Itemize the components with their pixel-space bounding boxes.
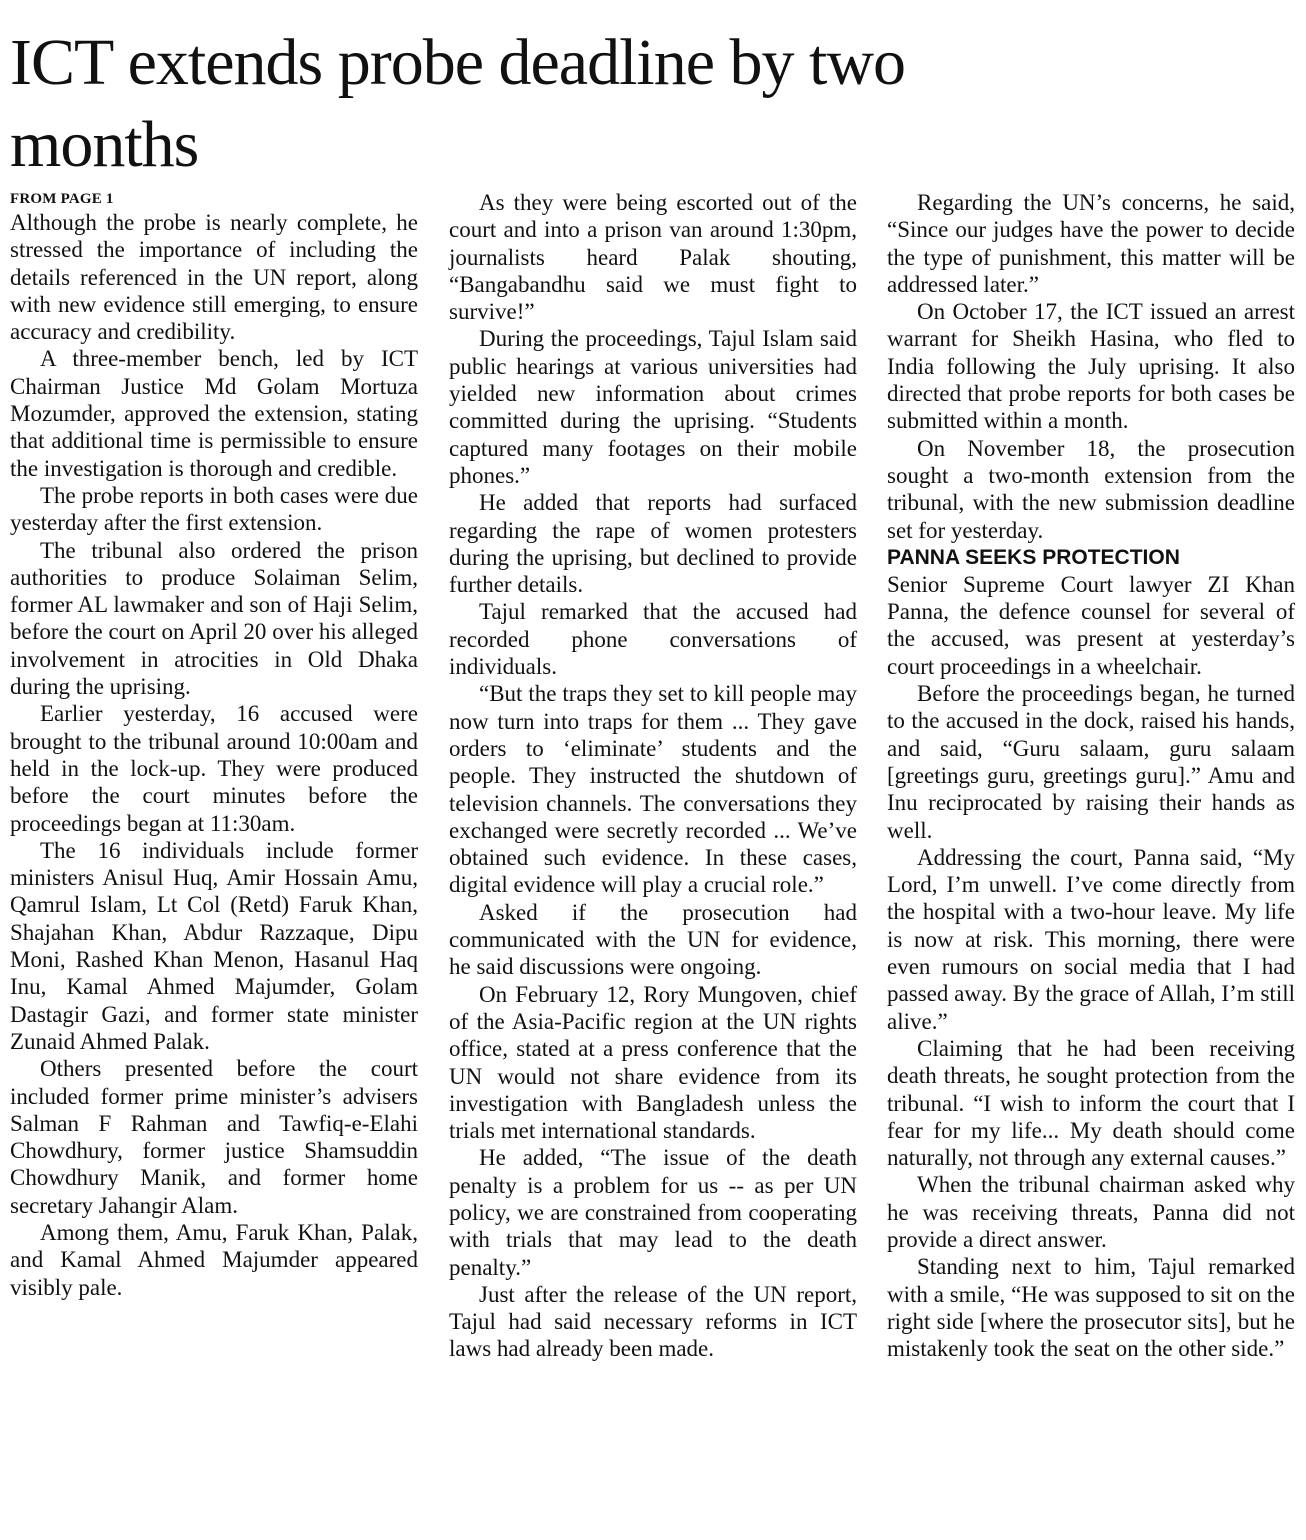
paragraph: The tribunal also ordered the prison authorities to produce Solaiman Selim, former AL lawmaker and son of Haji Selim, before the court on April 20 over his alleged involvement in atrocities in Old Dhaka during the uprising. <box>10 537 418 700</box>
paragraph: The probe reports in both cases were due yesterday after the first extension. <box>10 482 418 536</box>
subhead: PANNA SEEKS PROTECTION <box>887 545 1180 569</box>
paragraph: Standing next to him, Tajul remarked with a smile, “He was supposed to sit on the right side [where the prosecutor sits], but he mistakenly took the seat on the other side.” <box>887 1254 1295 1362</box>
paragraph: Others presented before the court included former prime minister’s advisers Salman F Rahman and Tawfiq-e-Elahi Chowdhury, former justice Shamsuddin Chowdhury Manik, and former home secretary Jahangir Alam. <box>10 1056 418 1218</box>
paragraph: “But the traps they set to kill people may now turn into traps for them ... They gave orders to ‘eliminate’ students and the people. They instructed the shutdown of television channels. The conversations they exchanged were secretly recorded ... We’ve obtained such evidence. In these cases, digital evidence will play a crucial role.” <box>449 681 857 898</box>
paragraph: The 16 individuals include former ministers Anisul Huq, Amir Hossain Amu, Qamrul Islam, Lt Col (Retd) Faruk Khan, Shajahan Khan, Abdur Razzaque, Dipu Moni, Rashed Khan Menon, Hasanul Haq Inu, Kamal Ahmed Majumder, Golam Dastagir Gazi, and former state minister Zunaid Ahmed Palak. <box>10 837 418 1054</box>
paragraph: On October 17, the ICT issued an arrest warrant for Sheikh Hasina, who fled to India following the July uprising. It also directed that probe reports for both cases be submitted within a month. <box>887 299 1295 434</box>
kicker: FROM PAGE 1 <box>10 191 114 207</box>
paragraph: Asked if the prosecution had communicated with the UN for evidence, he said discussions were ongoing. <box>449 899 857 980</box>
paragraph: During the proceedings, Tajul Islam said public hearings at various universities had yielded new information about crimes committed during the uprising. “Students captured many footages on their mobile phones.” <box>449 326 857 488</box>
article-column-2 <box>449 189 857 1363</box>
paragraph: Senior Supreme Court lawyer ZI Khan Panna, the defence counsel for several of the accused, was present at yesterday’s court proceedings in a wheelchair. <box>887 571 1295 679</box>
paragraph: Just after the release of the UN report, Tajul had said necessary reforms in ICT laws had already been made. <box>449 1281 857 1362</box>
paragraph: On November 18, the prosecution sought a two-month extension from the tribunal, with the new submission deadline set for yesterday. <box>887 435 1295 543</box>
paragraph: Although the probe is nearly complete, he stressed the importance of including the details referenced in the UN report, along with new evidence still emerging, to ensure accuracy and credibility. <box>10 210 418 345</box>
paragraph: Claiming that he had been receiving death threats, he sought protection from the tribunal. “I wish to inform the court that I fear for my life... My death should come naturally, not through any external causes.” <box>887 1035 1295 1171</box>
paragraph: As they were being escorted out of the court and into a prison van around 1:30pm, journalists heard Palak shouting, “Bangabandhu said we must fight to survive!” <box>449 190 857 325</box>
paragraph: Tajul remarked that the accused had recorded phone conversations of individuals. <box>449 599 857 680</box>
article-column-1 <box>10 189 418 1301</box>
paragraph: Among them, Amu, Faruk Khan, Palak, and Kamal Ahmed Majumder appeared visibly pale. <box>10 1219 418 1300</box>
paragraph: He added, “The issue of the death penalty is a problem for us -- as per UN policy, we are constrained from cooperating with trials that may lead to the death penalty.” <box>449 1145 857 1280</box>
paragraph: Before the proceedings began, he turned to the accused in the dock, raised his hands, and said, “Guru salaam, guru salaam [greetings guru, greetings guru].” Amu and Inu reciprocated by raising their hands as well. <box>887 681 1295 843</box>
paragraph: When the tribunal chairman asked why he was receiving threats, Panna did not provide a direct answer. <box>887 1172 1295 1252</box>
paragraph: A three-member bench, led by ICT Chairman Justice Md Golam Mortuza Mozumder, approved the extension, stating that additional time is permissible to ensure the investigation is thorough and credible. <box>10 346 418 481</box>
paragraph: Regarding the UN’s concerns, he said, “Since our judges have the power to decide the type of punishment, this matter will be addressed later.” <box>887 190 1295 297</box>
paragraph: On February 12, Rory Mungoven, chief of the Asia-Pacific region at the UN rights office, stated at a press conference that the UN would not share evidence from its investigation with Bangladesh unless the trials met international standards. <box>449 981 857 1144</box>
article-column-3 <box>887 189 1295 1362</box>
paragraph: Earlier yesterday, 16 accused were brought to the tribunal around 10:00am and held in the lock-up. They were produced before the court minutes before the proceedings began at 11:30am. <box>10 701 418 836</box>
paragraph: Addressing the court, Panna said, “My Lord, I’m unwell. I’ve come directly from the hospital with a two-hour leave. My life is now at risk. This morning, there were even rumours on social media that I had passed away. By the grace of Allah, I’m still alive.” <box>887 844 1295 1034</box>
paragraph: He added that reports had surfaced regarding the rape of women protesters during the uprising, but declined to provide further details. <box>449 490 857 598</box>
headline: ICT extends probe deadline by two months <box>10 26 906 181</box>
